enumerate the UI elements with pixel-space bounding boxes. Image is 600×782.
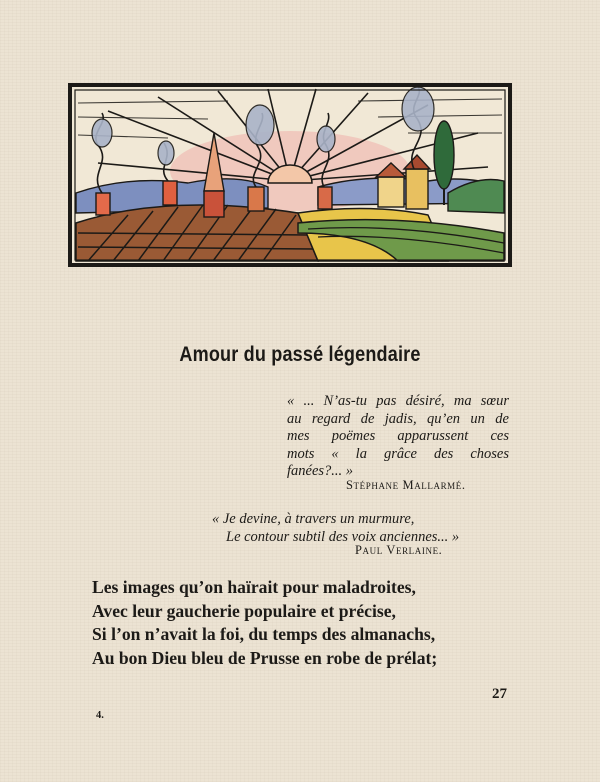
epigraph-verlaine <box>212 511 512 546</box>
epigraph-author-mallarme: Stéphane Mallarmé. <box>346 478 466 492</box>
epigraph-line: fanées?... » <box>287 463 354 479</box>
page-number: 27 <box>492 686 507 702</box>
epigraph-mallarme <box>287 393 509 481</box>
epigraph-line: « ... N’as-tu pas désiré, ma sœur <box>287 393 509 409</box>
epigraph-line: « Je devine, à travers un murmure, <box>212 511 415 527</box>
woodcut-illustration <box>68 83 512 267</box>
poem-line: Au bon Dieu bleu de Prusse en robe de prélat; <box>92 647 438 668</box>
poem-line: Avec leur gaucherie populaire et précise, <box>92 600 396 621</box>
poem-line: Les images qu’on haïrait pour maladroites, <box>92 577 416 597</box>
epigraph-line: Le contour subtil des voix anciennes... » <box>226 528 460 545</box>
landscape-woodcut <box>68 83 512 267</box>
epigraph-author-verlaine: Paul Verlaine. <box>355 543 443 557</box>
epigraph-line: au regard de jadis, qu’en un de <box>287 410 509 427</box>
page-title: Amour du passé légendaire <box>179 343 421 366</box>
poem-stanza <box>92 576 532 670</box>
poem-line: Si l’on n’avait la foi, du temps des almanachs, <box>92 624 436 644</box>
epigraph-line: mes poëmes apparussent ces <box>287 428 509 444</box>
epigraph-line: mots « la grâce des choses <box>287 445 509 462</box>
signature-mark: 4. <box>96 710 104 721</box>
